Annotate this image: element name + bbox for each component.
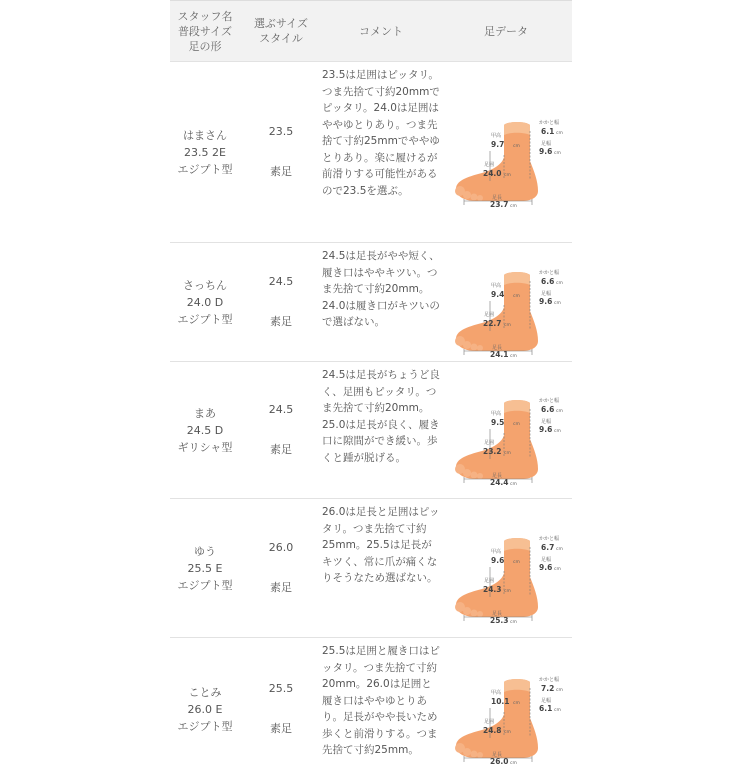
width-value: 9.6	[539, 562, 553, 572]
heel-label: かかと幅	[539, 535, 560, 542]
instep-label: 甲高	[491, 132, 502, 139]
length-label: 足長	[492, 344, 503, 351]
instep-value: 9.5	[491, 417, 505, 427]
wearing-style: 素足	[270, 581, 292, 594]
length-label: 足長	[492, 610, 503, 617]
width-label: 足幅	[541, 290, 552, 297]
instep-value: 9.7	[491, 139, 505, 149]
width-label: 足幅	[541, 418, 552, 425]
toe	[471, 193, 478, 200]
instep-value: 9.4	[491, 289, 505, 299]
unit-label: cm	[510, 353, 517, 359]
girth-label: 足囲	[484, 311, 495, 318]
unit-label: cm	[556, 408, 563, 414]
wearing-style: 素足	[270, 722, 292, 735]
header-comment: コメント	[359, 24, 403, 38]
length-value: 25.3	[490, 615, 509, 625]
comment-text: 24.5は足長がやや短く、履き口はややキツい。つま先捨て寸約20mm。24.0は履き口がキツいので選ばない。	[322, 250, 440, 328]
comment-text: 26.0は足長と足囲はピッタリ。つま先捨て寸約25mm。25.5は足長がキツく、常に爪が痛くなりそうなため選ばない。	[322, 506, 440, 584]
staff-info: はまさん 23.5 2E エジプト型	[177, 128, 233, 176]
header-foot: 足データ	[484, 24, 528, 38]
toe	[463, 607, 471, 615]
girth-label: 足囲	[484, 161, 495, 168]
size-cell	[240, 362, 322, 498]
girth-value: 24.8	[483, 725, 502, 735]
unit-label: cm	[504, 450, 511, 456]
table-row	[170, 498, 572, 637]
table-row	[170, 361, 572, 498]
girth-label: 足囲	[484, 718, 495, 725]
staff-info: ことみ 26.0 E エジプト型	[177, 685, 233, 733]
staff-info: さっちん 24.0 D エジプト型	[177, 278, 233, 326]
length-value: 23.7	[490, 199, 509, 209]
length-label: 足長	[492, 751, 503, 758]
unit-label: cm	[513, 421, 520, 427]
table-row	[170, 637, 572, 780]
foot-cell	[440, 638, 572, 780]
size-cell	[240, 243, 322, 361]
size-cell	[240, 62, 322, 242]
unit-label: cm	[554, 428, 561, 434]
unit-label: cm	[513, 700, 520, 706]
foot-cell	[440, 362, 572, 498]
selected-size: 24.5	[268, 275, 294, 288]
foot-cell	[440, 62, 572, 242]
unit-label: cm	[556, 280, 563, 286]
girth-label: 足囲	[484, 439, 495, 446]
wearing-style: 素足	[270, 165, 292, 178]
heel-label: かかと幅	[539, 119, 560, 126]
staff-cell	[170, 499, 240, 637]
toe	[471, 471, 478, 478]
unit-label: cm	[556, 687, 563, 693]
wearing-style: 素足	[270, 315, 292, 328]
selected-size: 25.5	[268, 682, 294, 695]
selected-size: 23.5	[268, 125, 294, 138]
unit-label: cm	[510, 619, 517, 625]
instep-label: 甲高	[491, 282, 502, 289]
comment-text: 24.5は足長がちょうど良く、足囲もピッタリ。つま先捨て寸約20mm。25.0は足長が良く、履き口に隙間ができ緩い。歩くと踵が脱げる。	[322, 369, 440, 464]
selected-size: 24.5	[268, 403, 294, 416]
toe	[477, 611, 483, 617]
staff-cell	[170, 243, 240, 361]
unit-label: cm	[554, 566, 561, 572]
toe	[477, 195, 483, 201]
heel-value: 6.6	[541, 404, 555, 414]
unit-label: cm	[513, 559, 520, 565]
foot-cell	[440, 499, 572, 637]
comment-cell	[322, 499, 440, 637]
heel-label: かかと幅	[539, 676, 560, 683]
heel-value: 6.1	[541, 126, 555, 136]
girth-value: 23.2	[483, 446, 502, 456]
staff-cell	[170, 362, 240, 498]
wearing-style: 素足	[270, 443, 292, 456]
length-value: 24.4	[490, 477, 509, 487]
width-value: 6.1	[539, 703, 553, 713]
toe	[477, 345, 483, 351]
unit-label: cm	[554, 150, 561, 156]
heel-value: 7.2	[541, 683, 555, 693]
instep-label: 甲高	[491, 689, 502, 696]
width-value: 9.6	[539, 296, 553, 306]
staff-cell	[170, 638, 240, 780]
heel-label: かかと幅	[539, 397, 560, 404]
foot-diagram	[446, 373, 570, 488]
table-row	[170, 242, 572, 361]
instep-value: 9.6	[491, 555, 505, 565]
toe	[463, 748, 471, 756]
unit-label: cm	[504, 322, 511, 328]
unit-label: cm	[504, 729, 511, 735]
unit-label: cm	[556, 546, 563, 552]
staff-cell	[170, 62, 240, 242]
unit-label: cm	[510, 481, 517, 487]
foot-diagram	[446, 95, 570, 210]
comment-cell	[322, 362, 440, 498]
heel-label: かかと幅	[539, 269, 560, 276]
length-value: 24.1	[490, 349, 509, 359]
instep-label: 甲高	[491, 548, 502, 555]
heel-value: 6.7	[541, 542, 555, 552]
girth-label: 足囲	[484, 577, 495, 584]
foot-diagram	[446, 511, 570, 626]
toe	[463, 469, 471, 477]
comment-text: 23.5は足囲はピッタリ。つま先捨て寸約20mmでピッタリ。24.0は足囲はややゆとりあり。つま先捨て寸約25mmでややゆとりあり。楽に履けるが前滑りする可能性があるので23.5を選ぶ。	[322, 69, 440, 197]
girth-value: 24.0	[483, 168, 502, 178]
width-value: 9.6	[539, 146, 553, 156]
comment-cell	[322, 62, 440, 242]
girth-value: 22.7	[483, 318, 502, 328]
width-label: 足幅	[541, 140, 552, 147]
comment-cell	[322, 638, 440, 780]
length-label: 足長	[492, 472, 503, 479]
width-value: 9.6	[539, 424, 553, 434]
instep-value: 10.1	[491, 696, 510, 706]
toe	[463, 191, 471, 199]
header-size: 選ぶサイズ スタイル	[253, 17, 309, 45]
length-value: 26.0	[490, 756, 509, 766]
size-cell	[240, 499, 322, 637]
foot-diagram	[446, 652, 570, 767]
foot-diagram	[446, 245, 570, 360]
fitting-table	[170, 0, 572, 780]
table-header	[170, 0, 572, 61]
unit-label: cm	[554, 707, 561, 713]
unit-label: cm	[556, 130, 563, 136]
comment-text: 25.5は足囲と履き口はピッタリ。つま先捨て寸約20mm。26.0は足囲と履き口はややゆとりあり。足長がやや長いため歩くと前滑りする。つま先捨て寸約25mm。	[322, 645, 440, 756]
size-cell	[240, 638, 322, 780]
staff-info: ゆう 25.5 E エジプト型	[177, 544, 233, 592]
selected-size: 26.0	[268, 541, 294, 554]
width-label: 足幅	[541, 697, 552, 704]
comment-cell	[322, 243, 440, 361]
unit-label: cm	[554, 300, 561, 306]
length-label: 足長	[492, 194, 503, 201]
toe	[471, 343, 478, 350]
unit-label: cm	[504, 172, 511, 178]
unit-label: cm	[513, 143, 520, 149]
unit-label: cm	[513, 293, 520, 299]
toe	[477, 752, 483, 758]
header-staff: スタッフ名 普段サイズ 足の形	[177, 9, 233, 53]
unit-label: cm	[510, 760, 517, 766]
unit-label: cm	[510, 203, 517, 209]
table-row	[170, 61, 572, 242]
width-label: 足幅	[541, 556, 552, 563]
toe	[477, 473, 483, 479]
toe	[463, 341, 471, 349]
instep-label: 甲高	[491, 410, 502, 417]
staff-info: まあ 24.5 D ギリシャ型	[177, 406, 233, 454]
toe	[471, 609, 478, 616]
foot-cell	[440, 243, 572, 361]
toe	[471, 750, 478, 757]
heel-value: 6.6	[541, 276, 555, 286]
girth-value: 24.3	[483, 584, 502, 594]
unit-label: cm	[504, 588, 511, 594]
